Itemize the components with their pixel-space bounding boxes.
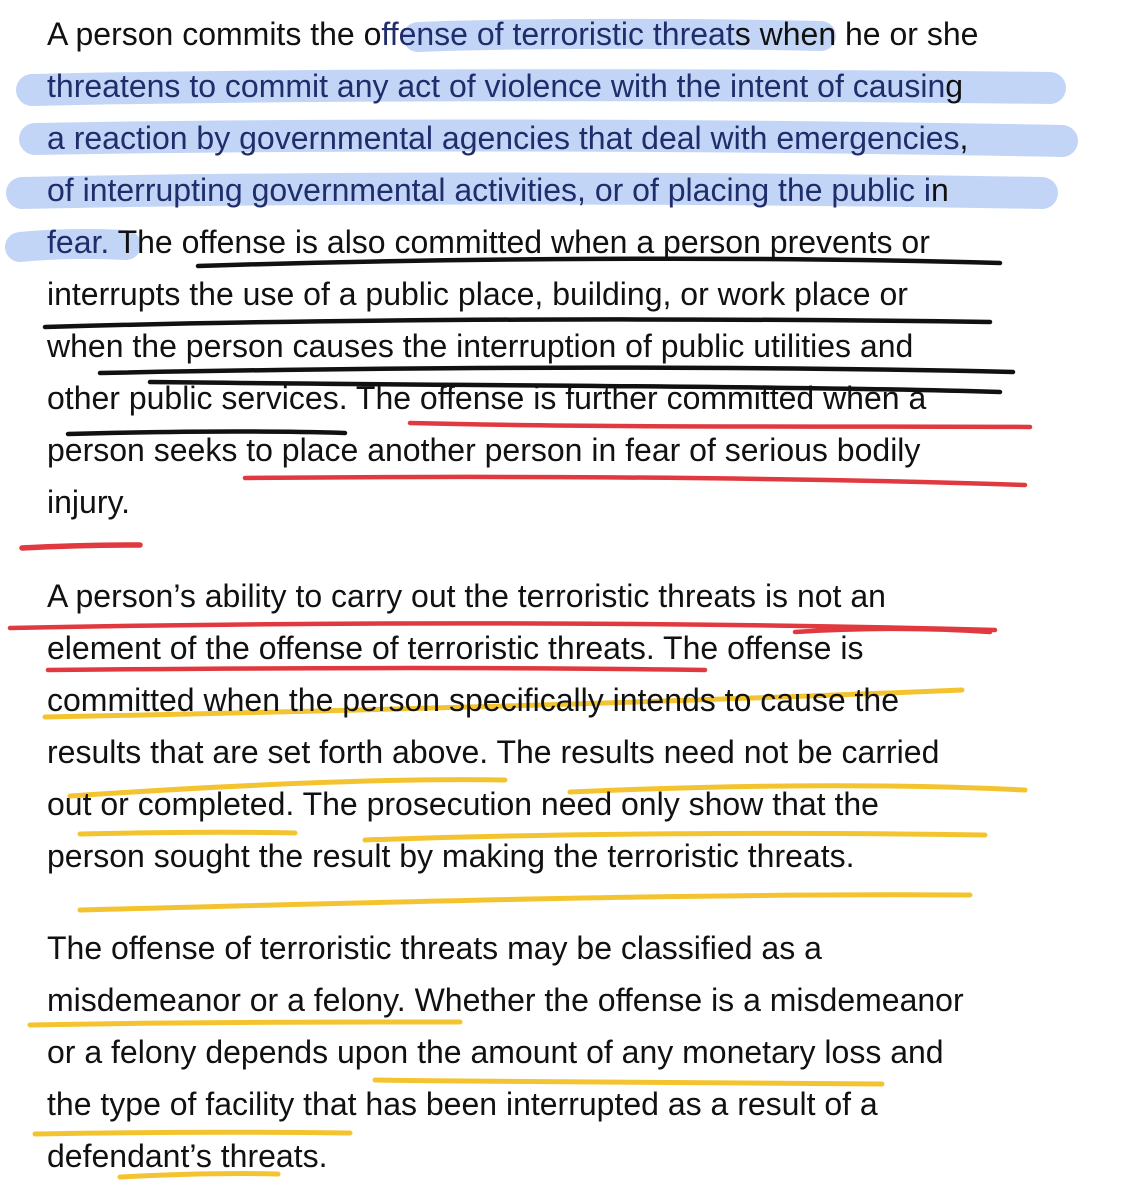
text-line: when the person causes the interruption of public utilities and [47,328,914,364]
text-line: results that are set forth above. The results need not be carried [47,734,940,770]
highlighted-text: ffense of terroristic threat [381,16,735,52]
red-underline-stroke [245,477,1025,485]
text-line [47,118,968,158]
red-underline-stroke [22,545,140,548]
text-line: interrupts the use of a public place, building, or work place or [47,276,908,312]
text-line [47,222,930,262]
black-underline-stroke [100,368,1013,373]
text-segment: , [959,120,969,156]
highlighted-text: threatens to commit any act of violence with the intent of causin [47,68,946,104]
text-segment: g [945,68,964,104]
text-segment: n [931,172,949,208]
text-line: committed when the person specifically intends to cause the [47,682,900,718]
text-line: person seeks to place another person in fear of serious bodily [47,432,921,468]
highlighted-text: of interrupting governmental activities, or of placing the public i [47,172,932,208]
text-line [47,14,978,54]
highlighted-text: a reaction by governmental agencies that deal with emergencies [47,120,960,156]
text-line: injury. [47,484,130,520]
text-segment: The offense is also committed when a person prevents or [109,224,930,260]
red-underline-stroke [410,423,1030,427]
text-line: A person’s ability to carry out the terroristic threats is not an [47,578,886,614]
text-segment: s when he or she [734,16,979,52]
highlighted-text: fear. [47,224,110,260]
text-line: element of the offense of terroristic threats. The offense is [47,630,864,666]
text-line: the type of facility that has been interrupted as a result of a [47,1086,878,1122]
red-underline-stroke [48,668,705,670]
text-line: defendant’s threats. [47,1138,328,1174]
text-line [47,170,949,210]
yellow-underline-stroke [35,1132,350,1134]
text-segment: A person commits the o [47,16,382,52]
text-line: The offense of terroristic threats may be classified as a [47,930,822,966]
text-line: person sought the result by making the terroristic threats. [47,838,855,874]
yellow-underline-stroke [80,832,295,834]
yellow-underline-stroke [80,895,970,910]
text-line: other public services. The offense is further committed when a [47,380,927,416]
yellow-underline-stroke [30,1022,460,1025]
text-line: or a felony depends upon the amount of any monetary loss and [47,1034,944,1070]
text-line: out or completed. The prosecution need only show that the [47,786,879,822]
text-line: misdemeanor or a felony. Whether the offense is a misdemeanor [47,982,964,1018]
text-line [47,66,963,106]
